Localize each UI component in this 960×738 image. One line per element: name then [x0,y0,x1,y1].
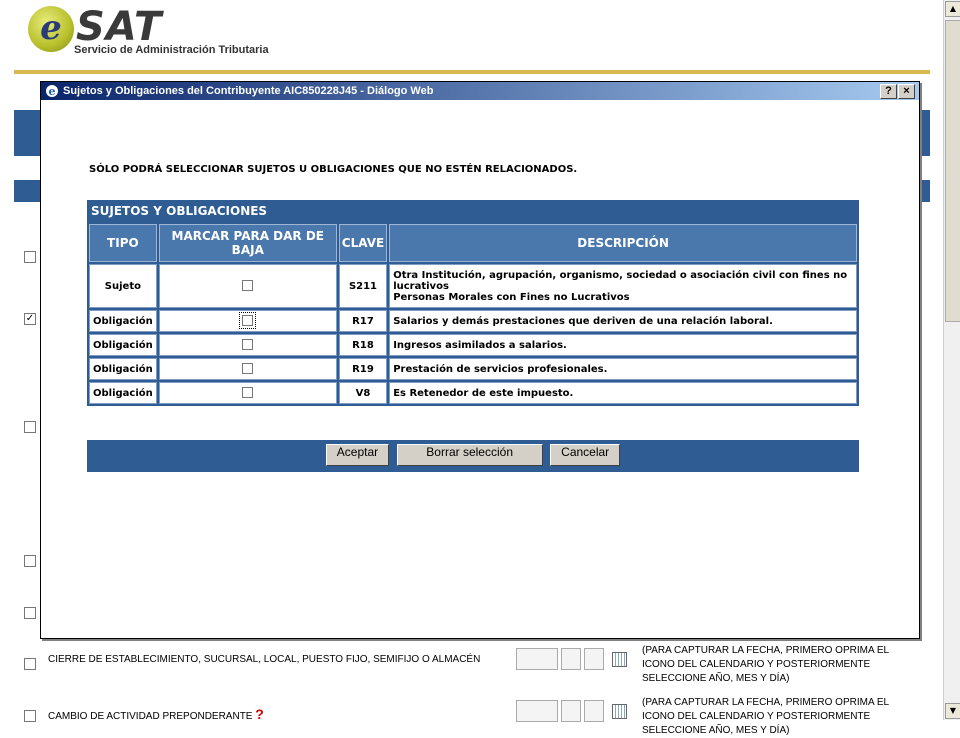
panel-title: SUJETOS Y OBLIGACIONES [87,200,859,222]
help-question-icon[interactable]: ? [255,706,264,722]
cell-tipo: Obligación [89,334,157,356]
row-checkbox[interactable] [24,658,36,670]
table-row [89,310,857,332]
accept-button[interactable]: Aceptar [326,444,389,466]
cell-marcar [159,334,337,356]
obligations-table [87,222,859,406]
column-header-clave: CLAVE [339,224,387,262]
cell-descripcion: Ingresos asimilados a salarios. [389,334,857,356]
cell-tipo: Sujeto [89,264,157,308]
cell-clave: R19 [339,358,387,380]
cell-marcar [159,358,337,380]
month-field[interactable] [561,700,581,722]
cell-tipo: Obligación [89,358,157,380]
cell-descripcion: Es Retenedor de este impuesto. [389,382,857,404]
month-field[interactable] [561,648,581,670]
dialog-titlebar[interactable] [41,82,919,100]
background-checkbox[interactable] [24,607,36,619]
cell-clave: R18 [339,334,387,356]
cell-clave: V8 [339,382,387,404]
selection-notice: SÓLO PODRÁ SELECCIONAR SUJETOS U OBLIGACIONES QUE NO ESTÉN RELACIONADOS. [89,164,578,175]
unsubscribe-checkbox[interactable] [242,387,253,398]
cell-marcar [159,264,337,308]
obligations-panel [87,200,859,406]
web-dialog [40,81,920,639]
cell-marcar [159,310,337,332]
day-field[interactable] [584,700,604,722]
internet-explorer-icon [45,84,59,98]
close-button[interactable]: × [898,84,915,99]
calendar-icon[interactable] [612,704,627,719]
date-help-note: (PARA CAPTURAR LA FECHA, PRIMERO OPRIMA EL ICONO DEL CALENDARIO Y POSTERIORMENTE SELECCIONE AÑO, MES Y DÍA) [642,697,889,736]
table-row [89,382,857,404]
row-checkbox[interactable] [24,710,36,722]
column-header-marcar: MARCAR PARA DAR DE BAJA [159,224,337,262]
dialog-title: Sujetos y Obligaciones del Contribuyente AIC850228J45 - Diálogo Web [63,85,434,97]
scroll-up-icon[interactable]: ▲ [945,1,960,17]
year-field[interactable] [516,648,558,670]
date-help-note: (PARA CAPTURAR LA FECHA, PRIMERO OPRIMA EL ICONO DEL CALENDARIO Y POSTERIORMENTE SELECCIONE AÑO, MES Y DÍA) [642,645,889,684]
day-field[interactable] [584,648,604,670]
calendar-icon[interactable] [612,652,627,667]
table-row [89,264,857,308]
background-row [24,644,924,684]
unsubscribe-checkbox[interactable] [242,280,253,291]
row-label: CIERRE DE ESTABLECIMIENTO, SUCURSAL, LOCAL, PUESTO FIJO, SEMIFIJO O ALMACÉN [48,654,481,665]
cell-tipo: Obligación [89,382,157,404]
svg-text:e: e [48,85,56,98]
scroll-thumb[interactable] [945,20,960,322]
cell-descripcion: Prestación de servicios profesionales. [389,358,857,380]
cell-descripcion: Otra Institución, agrupación, organismo, sociedad o asociación civil con fines no lucrativos Personas Morales con Fines no Lucrativos [389,264,857,308]
cell-clave: R17 [339,310,387,332]
vertical-scrollbar[interactable] [943,0,960,720]
dialog-button-bar [87,440,859,472]
cancel-button[interactable]: Cancelar [550,444,620,466]
esat-e-icon: e [28,6,74,52]
background-checkbox[interactable] [24,251,36,263]
logo-brand: SAT [76,4,163,50]
scroll-down-icon[interactable]: ▼ [945,703,960,719]
background-checkbox[interactable] [24,421,36,433]
column-header-descripcion: DESCRIPCIÓN [389,224,857,262]
sat-logo [28,4,298,64]
background-row [24,696,924,736]
unsubscribe-checkbox[interactable] [242,363,253,374]
unsubscribe-checkbox[interactable] [242,315,253,326]
table-row [89,358,857,380]
header-divider [14,70,930,74]
logo-subtitle: Servicio de Administración Tributaria [74,44,269,56]
unsubscribe-checkbox[interactable] [242,339,253,350]
help-button[interactable]: ? [880,84,897,99]
cell-clave: S211 [339,264,387,308]
clear-selection-button[interactable]: Borrar selección [397,444,543,466]
column-header-tipo: TIPO [89,224,157,262]
row-label: CAMBIO DE ACTIVIDAD PREPONDERANTE ? [48,706,264,722]
table-row [89,334,857,356]
cell-descripcion: Salarios y demás prestaciones que deriven de una relación laboral. [389,310,857,332]
cell-marcar [159,382,337,404]
background-checkbox[interactable] [24,555,36,567]
table-header-row [89,224,857,262]
year-field[interactable] [516,700,558,722]
cell-tipo: Obligación [89,310,157,332]
background-checkbox-checked[interactable]: ✓ [25,313,35,324]
